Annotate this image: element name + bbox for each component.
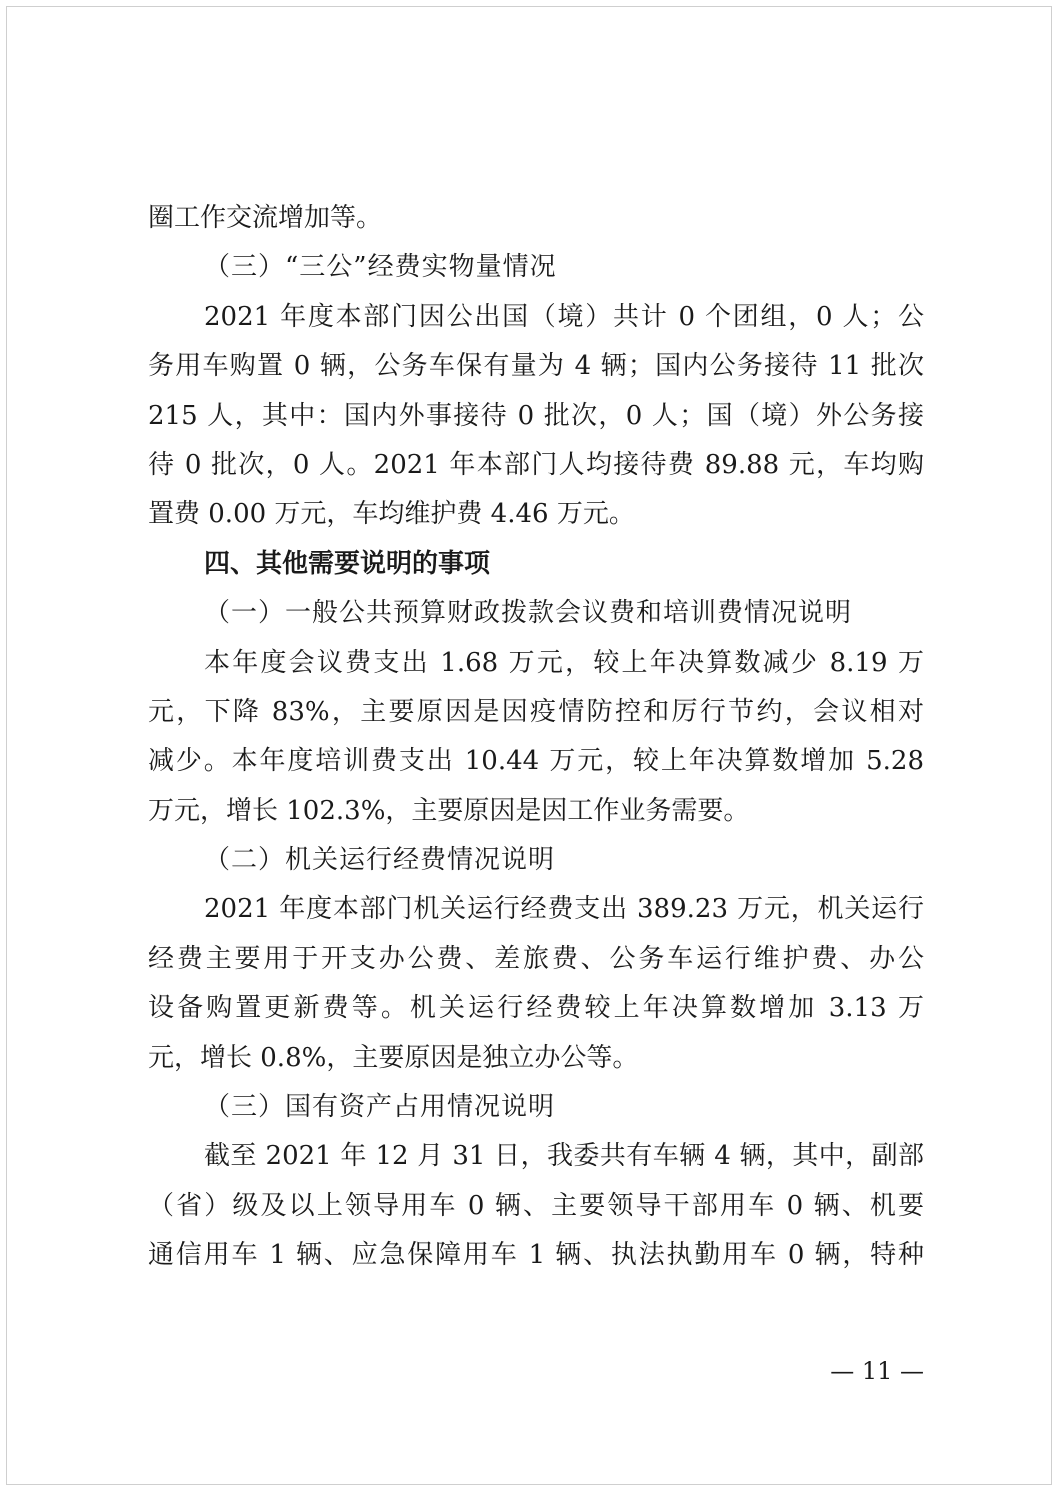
- paragraph-line: 减少。本年度培训费支出 10.44 万元，较上年决算数增加 5.28: [148, 746, 924, 777]
- paragraph-line: 2021 年度本部门机关运行经费支出 389.23 万元，机关运行: [204, 894, 924, 925]
- document-body: [148, 194, 924, 1281]
- paragraph-line: 待 0 批次，0 人。2021 年本部门人均接待费 89.88 元，车均购: [148, 449, 924, 480]
- paragraph-line: 通信用车 1 辆、应急保障用车 1 辆、执法执勤用车 0 辆，特种: [148, 1240, 924, 1271]
- subheading-three-public-expenses: （三）“三公”经费实物量情况: [204, 252, 557, 283]
- paragraph-line: 元，增长 0.8%，主要原因是独立办公等。: [148, 1042, 639, 1073]
- paragraph-line: 经费主要用于开支办公费、差旅费、公务车运行维护费、办公: [148, 943, 924, 974]
- paragraph-line: 圈工作交流增加等。: [148, 203, 383, 233]
- paragraph-line: （省）级及以上领导用车 0 辆、主要领导干部用车 0 辆、机要: [148, 1190, 924, 1221]
- paragraph-line: 元，下降 83%，主要原因是因疫情防控和厉行节约，会议相对: [148, 696, 924, 727]
- paragraph-line: 务用车购置 0 辆，公务车保有量为 4 辆；国内公务接待 11 批次: [148, 351, 924, 382]
- subheading-operating-expenses: （二）机关运行经费情况说明: [204, 845, 556, 876]
- paragraph-line: 2021 年度本部门因公出国（境）共计 0 个团组，0 人；公: [204, 301, 924, 332]
- page-number: — 11 —: [830, 1357, 924, 1385]
- subheading-state-assets: （三）国有资产占用情况说明: [204, 1092, 556, 1123]
- subheading-meeting-training: （一）一般公共预算财政拨款会议费和培训费情况说明: [204, 598, 853, 629]
- paragraph-line: 万元，增长 102.3%，主要原因是因工作业务需要。: [148, 795, 750, 826]
- paragraph-line: 置费 0.00 万元，车均维护费 4.46 万元。: [148, 499, 635, 530]
- paragraph-line: 215 人，其中：国内外事接待 0 批次，0 人；国（境）外公务接: [148, 400, 924, 431]
- section-heading-other-matters: 四、其他需要说明的事项: [204, 548, 491, 579]
- paragraph-line: 本年度会议费支出 1.68 万元，较上年决算数减少 8.19 万: [204, 647, 924, 678]
- paragraph-line: 设备购置更新费等。机关运行经费较上年决算数增加 3.13 万: [148, 993, 924, 1024]
- paragraph-line: 截至 2021 年 12 月 31 日，我委共有车辆 4 辆，其中，副部: [204, 1141, 924, 1172]
